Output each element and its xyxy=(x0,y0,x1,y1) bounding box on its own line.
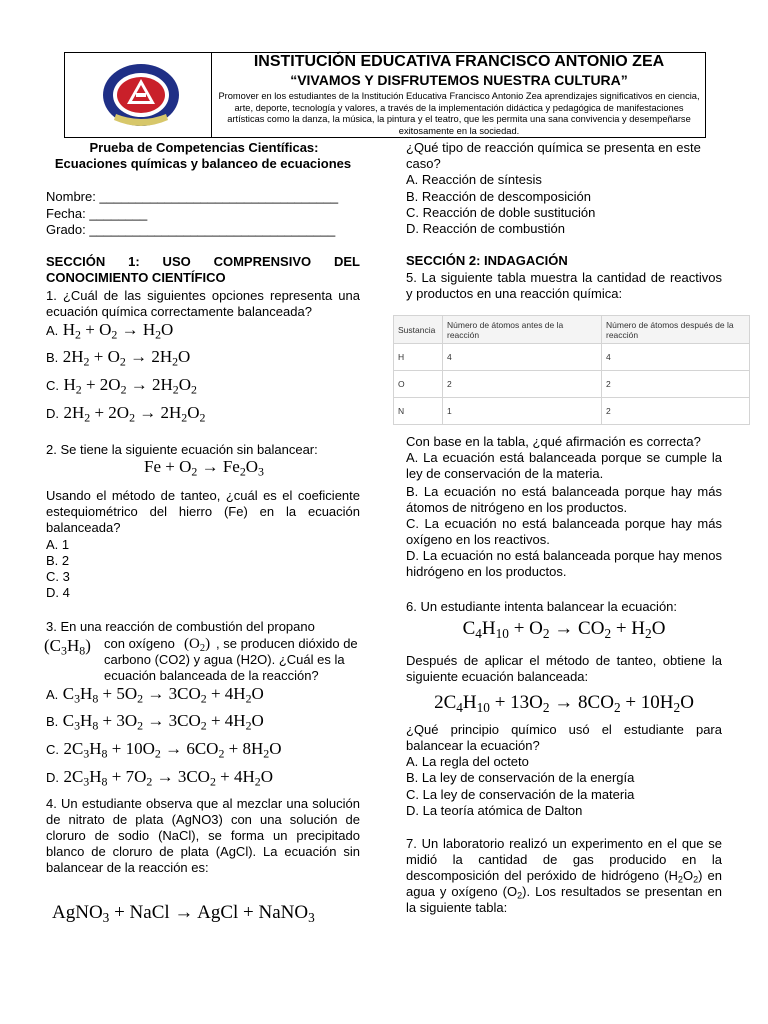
q4-option-c[interactable]: C. Reacción de doble sustitución xyxy=(406,205,596,220)
school-logo xyxy=(100,62,182,132)
table-header-cell: Número de átomos después de la reacción xyxy=(602,316,750,344)
table-cell: O xyxy=(394,371,443,398)
section2-heading: SECCIÓN 2: INDAGACIÓN xyxy=(406,253,568,268)
table-cell: 4 xyxy=(602,344,750,371)
option-letter: A. xyxy=(46,687,59,702)
table-cell: H xyxy=(394,344,443,371)
test-title: Prueba de Competencias Científicas: xyxy=(89,140,319,155)
option-letter: D. xyxy=(46,770,59,785)
q6-option-a[interactable]: A. La regla del octeto xyxy=(406,754,529,769)
q6-text: 6. Un estudiante intenta balancear la ecuación: xyxy=(406,599,678,614)
q6-option-b[interactable]: B. La ley de conservación de la energía xyxy=(406,770,635,785)
q3-oxygen-formula: $(O_2)$ xyxy=(184,636,211,655)
equation: $2C_3H_8 + 10O_2 \to 6CO_2 + 8H_2O$ xyxy=(63,739,282,761)
table-row xyxy=(394,344,750,371)
q6-balanced-equation: $2C_4H_{10} + 13O_2 \to 8CO_2 + 10H_2O$ xyxy=(434,692,694,715)
q2-option-b[interactable]: B. 2 xyxy=(46,553,70,568)
grade-field[interactable]: Grado: __________________________________ xyxy=(46,222,336,237)
q6-option-c[interactable]: C. La ley de conservación de la materia xyxy=(406,787,635,802)
q4-option-b[interactable]: B. Reacción de descomposición xyxy=(406,189,591,204)
q6-question: ¿Qué principio químico usó el estudiante para balancear la ecuación? xyxy=(406,722,722,753)
q5-option-c[interactable]: C. La ecuación no está balanceada porque hay más oxígeno en los reactivos. xyxy=(406,516,722,547)
equation: $C_3H_8 + 5O_2 \to 3CO_2 + 4H_2O$ xyxy=(62,684,264,706)
option-letter: B. xyxy=(46,350,59,365)
table-header-row xyxy=(394,316,750,344)
q6-unbalanced-equation: $C_4H_{10} + O_2 \to CO_2 + H_2O$ xyxy=(462,618,666,641)
q4-question: ¿Qué tipo de reacción química se presenta en este caso? xyxy=(406,140,701,171)
q7-text: 7. Un laboratorio realizó un experimento en el que se midió la cantidad de gas producido en la descomposición del peróxido de hidrógeno $(H_2O_2)$ en agua y oxígeno $(O_2)$. Los resultados se presentan en la siguiente tabla: xyxy=(406,836,722,915)
q4-option-a[interactable]: A. Reacción de síntesis xyxy=(406,172,542,187)
table-cell: 2 xyxy=(602,398,750,425)
option-letter: B. xyxy=(46,714,59,729)
table-cell: N xyxy=(394,398,443,425)
q2-option-a[interactable]: A. 1 xyxy=(46,537,70,552)
date-field[interactable]: Fecha: ________ xyxy=(46,206,148,221)
q3-text-start: 3. En una reacción de combustión del propano xyxy=(46,619,315,634)
q4-option-d[interactable]: D. Reacción de combustión xyxy=(406,221,565,236)
table-row xyxy=(394,398,750,425)
section1-heading: SECCIÓN 1: USO COMPRENSIVO DEL CONOCIMIENTO CIENTÍFICO xyxy=(46,254,360,285)
option-letter: A. xyxy=(46,323,59,338)
q4-equation: AgNO$_3$ + NaCl → AgCl + NaNO$_3$ xyxy=(52,902,315,925)
q2-equation: $Fe + O_2 \to Fe_2O_3$ xyxy=(143,457,264,479)
equation: $H_2 + O_2 \to H_2O$ xyxy=(62,320,174,342)
option-letter: D. xyxy=(46,406,59,421)
q2-text: 2. Se tiene la siguiente ecuación sin balancear: xyxy=(46,442,318,457)
table-row xyxy=(394,371,750,398)
table-cell: 2 xyxy=(443,371,602,398)
q5-table xyxy=(393,315,750,425)
option-letter: C. xyxy=(46,378,59,393)
q3-text-end: , se producen dióxido de carbono (CO2) y agua (H2O). ¿Cuál es la ecuación balanceada de la reacción? xyxy=(104,636,358,683)
q5-option-d[interactable]: D. La ecuación no está balanceada porque hay menos hidrógeno en los productos. xyxy=(406,548,722,579)
q3-text-mid: con oxígeno xyxy=(104,636,175,651)
q5-option-a[interactable]: A. La ecuación está balanceada porque se cumple la ley de conservación de la materia. xyxy=(406,450,722,481)
name-field[interactable]: Nombre: _________________________________ xyxy=(46,189,339,204)
table-header-cell: Número de átomos antes de la reacción xyxy=(443,316,602,344)
equation: $C_3H_8 + 3O_2 \to 3CO_2 + 4H_2O$ xyxy=(62,711,264,733)
q4-text: 4. Un estudiante observa que al mezclar una solución de nitrato de plata (AgNO3) con una solución de cloruro de sodio (NaCl), se forma un precipitado blanco de cloruro de plata (AgCl). La ecuación sin balancear de la reacción es: xyxy=(46,796,360,875)
q5-text: 5. La siguiente tabla muestra la cantidad de reactivos y productos en una reacción química: xyxy=(406,270,722,301)
option-letter: C. xyxy=(46,742,59,757)
test-subtitle: Ecuaciones químicas y balanceo de ecuaciones xyxy=(54,156,352,171)
institution-mission: Promover en los estudiantes de la Institución Educativa Francisco Antonio Zea aprendizajes significativos en ciencia, arte, deporte, tecnología y valores, a través de la implementación didáctica y pedagógica de manifestaciones artísticas como la danza, la música, la pintura y el teatro, que les permita una sana convivencia y desempeñarse exitosamente en la sociedad. xyxy=(218,91,700,136)
equation: $H_2 + 2O_2 \to 2H_2O_2$ xyxy=(63,375,197,397)
q3-propane-formula: $(C_3H_8)$ xyxy=(44,636,91,658)
table-cell: 2 xyxy=(602,371,750,398)
institution-motto: “VIVAMOS Y DISFRUTEMOS NUESTRA CULTURA” xyxy=(290,72,628,88)
q5-option-b[interactable]: B. La ecuación no está balanceada porque hay más átomos de nitrógeno en los productos. xyxy=(406,484,722,515)
table-cell: 4 xyxy=(443,344,602,371)
equation: $2C_3H_8 + 7O_2 \to 3CO_2 + 4H_2O$ xyxy=(63,767,273,789)
q6-middle-text: Después de aplicar el método de tanteo, obtiene la siguiente ecuación balanceada: xyxy=(406,653,722,684)
q2-followup: Usando el método de tanteo, ¿cuál es el coeficiente estequiométrico del hierro (Fe) en la ecuación balanceada? xyxy=(46,488,360,535)
q2-option-d[interactable]: D. 4 xyxy=(46,585,70,600)
institution-name: INSTITUCIÓN EDUCATIVA FRANCISCO ANTONIO ZEA xyxy=(253,53,665,70)
table-cell: 1 xyxy=(443,398,602,425)
q6-option-d[interactable]: D. La teoría atómica de Dalton xyxy=(406,803,583,818)
q3-option-c[interactable] xyxy=(46,739,282,759)
q1-option-b[interactable] xyxy=(46,347,190,367)
q1-option-d[interactable] xyxy=(46,403,205,423)
equation: $2H_2 + 2O_2 \to 2H_2O_2$ xyxy=(63,403,206,425)
q1-option-c[interactable] xyxy=(46,375,197,395)
q2-option-c[interactable]: C. 3 xyxy=(46,569,70,584)
q3-option-b[interactable] xyxy=(46,711,264,731)
q3-option-a[interactable] xyxy=(46,684,264,704)
q1-text: 1. ¿Cuál de las siguientes opciones representa una ecuación química correctamente balanceada? xyxy=(46,288,360,319)
q3-option-d[interactable] xyxy=(46,767,273,787)
q1-option-a[interactable] xyxy=(46,320,173,340)
equation: $2H_2 + O_2 \to 2H_2O$ xyxy=(62,347,191,369)
table-header-cell: Sustancia xyxy=(394,316,443,344)
q5-question: Con base en la tabla, ¿qué afirmación es correcta? xyxy=(406,434,701,449)
